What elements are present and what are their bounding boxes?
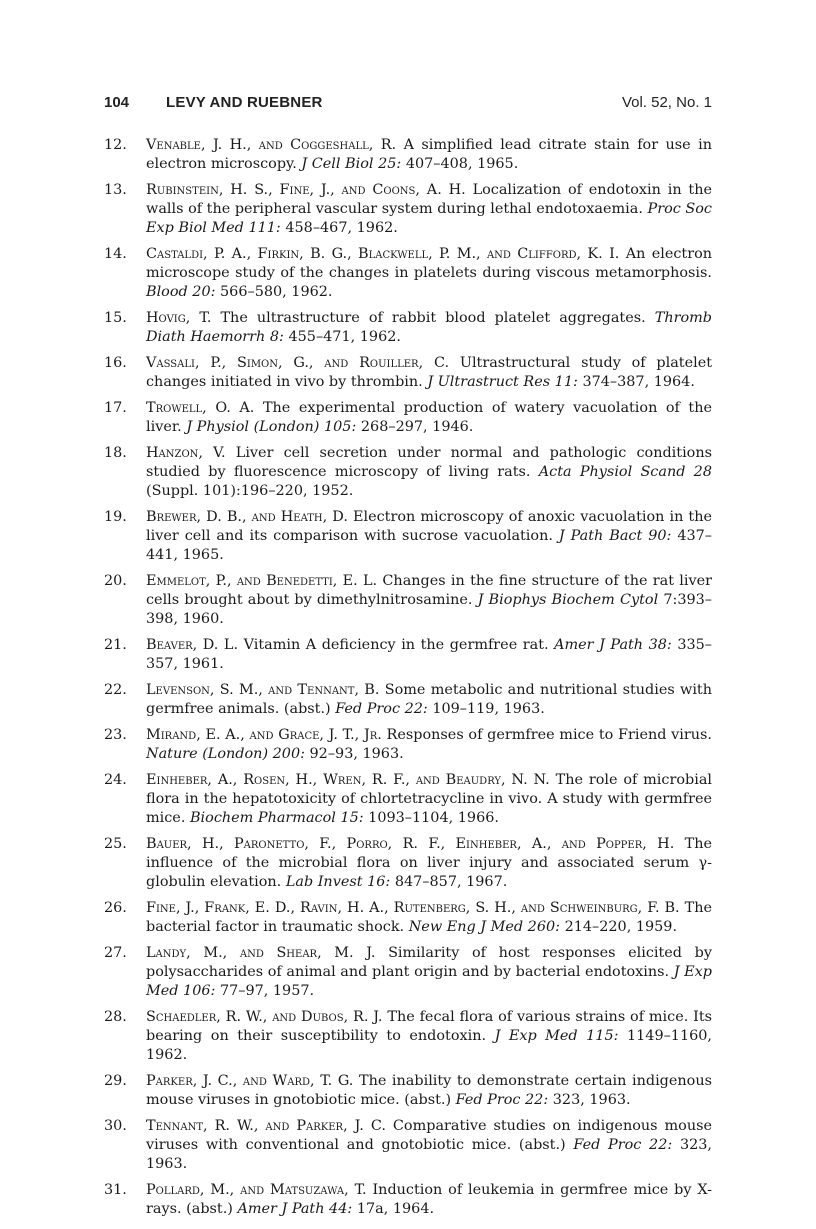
reference-item [104, 309, 712, 347]
reference-item [104, 944, 712, 1001]
reference-number: 17. [104, 400, 127, 416]
reference-number: 15. [104, 310, 127, 326]
reference-journal: Lab Invest 16: [285, 874, 391, 890]
reference-journal: Amer J Path 44: [237, 1201, 353, 1217]
reference-pages: (Suppl. 101):196–220, 1952. [146, 483, 354, 499]
reference-authors: Castaldi, P. A., Firkin, B. G., Blackwell, P. M., and Clifford, K. I. [146, 246, 620, 262]
reference-journal: J Ultrastruct Res 11: [427, 374, 578, 390]
reference-journal: J Exp Med 106: [146, 964, 713, 999]
reference-title: Changes in the fine structure of the rat liver cells brought about by dimethylnitrosamine. [146, 573, 713, 608]
reference-authors: Rubinstein, H. S., Fine, J., and Coons, A. H. [146, 182, 466, 198]
reference-title: The experimental production of watery vacuolation of the liver. [146, 400, 713, 435]
reference-number: 23. [104, 727, 127, 743]
reference-pages: 7:393–398, 1960. [146, 592, 712, 627]
reference-title: The bacterial factor in traumatic shock. [146, 900, 713, 935]
reference-pages: 1149–1160, 1962. [146, 1028, 713, 1063]
reference-number: 14. [104, 246, 127, 262]
reference-title: Vitamin A deficiency in the germfree rat. [243, 637, 549, 653]
reference-authors: Vassali, P., Simon, G., and Rouiller, C. [146, 355, 450, 371]
reference-pages: 374–387, 1964. [582, 374, 695, 390]
reference-authors: Parker, J. C., and Ward, T. G. [146, 1073, 354, 1089]
reference-pages: 458–467, 1962. [285, 220, 398, 236]
reference-journal: J Biophys Biochem Cytol [477, 592, 659, 608]
reference-title: Ultrastructural study of platelet changes initiated in vivo by thrombin. [146, 355, 713, 390]
reference-item [104, 681, 712, 719]
reference-item [104, 835, 712, 892]
reference-number: 26. [104, 900, 127, 916]
reference-journal: Blood 20: [146, 284, 216, 300]
reference-item [104, 444, 712, 501]
reference-authors: Trowell, O. A. [146, 400, 255, 416]
reference-pages: 566–580, 1962. [220, 284, 333, 300]
reference-item [104, 636, 712, 674]
reference-item [104, 181, 712, 238]
reference-number: 29. [104, 1073, 127, 1089]
reference-pages: 455–471, 1962. [288, 329, 401, 345]
reference-authors: Venable, J. H., and Coggeshall, R. [146, 137, 397, 153]
reference-pages: 17a, 1964. [356, 1201, 435, 1217]
reference-journal: J Path Bact 90: [558, 528, 672, 544]
reference-authors: Pollard, M., and Matsuzawa, T. [146, 1182, 367, 1198]
reference-item [104, 1117, 712, 1174]
reference-number: 27. [104, 945, 127, 961]
reference-title: Some metabolic and nutritional studies with germfree animals. (abst.) [146, 682, 712, 717]
reference-title: The ultrastructure of rabbit blood platelet aggregates. [220, 310, 646, 326]
reference-number: 12. [104, 137, 127, 153]
reference-number: 30. [104, 1118, 127, 1134]
reference-number: 21. [104, 637, 127, 653]
reference-number: 19. [104, 509, 127, 525]
reference-item [104, 1181, 712, 1219]
reference-title: The role of microbial flora in the hepatotoxicity of chlortetracycline in vivo. A study with germfree mice. [146, 772, 713, 826]
reference-item [104, 245, 712, 302]
volume-issue: Vol. 52, No. 1 [621, 94, 712, 111]
reference-item [104, 399, 712, 437]
reference-pages: 214–220, 1959. [564, 919, 678, 935]
reference-pages: 77–97, 1957. [219, 983, 315, 999]
reference-pages: 335–357, 1961. [146, 637, 712, 672]
reference-journal: J Exp Med 115: [494, 1028, 619, 1044]
reference-item [104, 1072, 712, 1110]
reference-authors: Emmelot, P., and Benedetti, E. L. [146, 573, 378, 589]
reference-number: 16. [104, 355, 127, 371]
reference-title: Comparative studies on indigenous mouse viruses with conventional and gnotobiotic mice. (abst.) [146, 1118, 712, 1153]
reference-title: A simplified lead citrate stain for use in electron microscopy. [146, 137, 712, 172]
reference-pages: 407–408, 1965. [405, 156, 519, 172]
reference-journal: New Eng J Med 260: [408, 919, 560, 935]
reference-journal: Thromb Diath Haemorrh 8: [146, 310, 713, 345]
reference-number: 22. [104, 682, 127, 698]
reference-journal: Proc Soc Exp Biol Med 111: [146, 201, 712, 236]
reference-journal: Acta Physiol Scand 28 [538, 464, 712, 480]
reference-authors: Landy, M., and Shear, M. J. [146, 945, 376, 961]
reference-journal: Biochem Pharmacol 15: [189, 810, 364, 826]
reference-item [104, 771, 712, 828]
reference-pages: 109–119, 1963. [432, 701, 545, 717]
reference-pages: 847–857, 1967. [394, 874, 508, 890]
reference-title: Electron microscopy of anoxic vacuolation in the liver cell and its comparison with sucrose vacuolation. [146, 509, 712, 544]
reference-authors: Schaedler, R. W., and Dubos, R. J. [146, 1009, 383, 1025]
reference-journal: Amer J Path 38: [554, 637, 672, 653]
reference-number: 25. [104, 836, 127, 852]
reference-authors: Levenson, S. M., and Tennant, B. [146, 682, 380, 698]
reference-journal: Fed Proc 22: [335, 701, 428, 717]
reference-item [104, 508, 712, 565]
reference-authors: Beaver, D. L. [146, 637, 239, 653]
reference-item [104, 354, 712, 392]
reference-title: Induction of leukemia in germfree mice by X-rays. (abst.) [146, 1182, 712, 1217]
reference-title: Responses of germfree mice to Friend virus. [386, 727, 712, 743]
reference-item [104, 899, 712, 937]
reference-number: 20. [104, 573, 127, 589]
running-header [104, 94, 712, 116]
reference-authors: Brewer, D. B., and Heath, D. [146, 509, 348, 525]
reference-pages: 323, 1963. [552, 1092, 631, 1108]
reference-journal: Fed Proc 22: [573, 1137, 673, 1153]
reference-item [104, 572, 712, 629]
reference-title: The fecal flora of various strains of mice. Its bearing on their susceptibility to endotoxin. [146, 1009, 713, 1044]
reference-title: Similarity of host responses elicited by polysaccharides of animal and plant origin and by bacterial endotoxins. [146, 945, 712, 980]
reference-pages: 268–297, 1946. [360, 419, 474, 435]
page-number: 104 [104, 94, 130, 111]
reference-list [104, 136, 712, 1226]
reference-title: Liver cell secretion under normal and pathologic conditions studied by fluorescence microscopy of living rats. [146, 445, 712, 480]
reference-item [104, 1008, 712, 1065]
reference-title: The inability to demonstrate certain indigenous mouse viruses in gnotobiotic mice. (abst.) [146, 1073, 712, 1108]
reference-pages: 437–441, 1965. [146, 528, 712, 563]
reference-number: 24. [104, 772, 127, 788]
reference-journal: J Physiol (London) 105: [186, 419, 357, 435]
reference-authors: Einheber, A., Rosen, H., Wren, R. F., and Beaudry, N. N. [146, 772, 550, 788]
reference-authors: Bauer, H., Paronetto, F., Porro, R. F., Einheber, A., and Popper, H. [146, 836, 675, 852]
reference-authors: Hovig, T. [146, 310, 212, 326]
reference-pages: 323, 1963. [146, 1137, 712, 1172]
reference-number: 28. [104, 1009, 127, 1025]
reference-item [104, 726, 712, 764]
reference-journal: Fed Proc 22: [455, 1092, 549, 1108]
reference-title: An electron microscope study of the changes in platelets during viscous metamorphosis. [146, 246, 713, 281]
reference-number: 13. [104, 182, 127, 198]
reference-authors: Tennant, R. W., and Parker, J. C. [146, 1118, 386, 1134]
reference-authors: Mirand, E. A., and Grace, J. T., Jr. [146, 727, 382, 743]
reference-pages: 92–93, 1963. [309, 746, 404, 762]
reference-item [104, 136, 712, 174]
reference-authors: Fine, J., Frank, E. D., Ravin, H. A., Rutenberg, S. H., and Schweinburg, F. B. [146, 900, 680, 916]
reference-journal: Nature (London) 200: [146, 746, 305, 762]
reference-title: The influence of the microbial flora on liver injury and associated serum γ-globulin elevation. [146, 836, 712, 890]
reference-number: 31. [104, 1182, 127, 1198]
reference-journal: J Cell Biol 25: [301, 156, 402, 172]
running-head-authors: LEVY AND RUEBNER [166, 94, 323, 111]
reference-pages: 1093–1104, 1966. [368, 810, 499, 826]
reference-title: Localization of endotoxin in the walls of the peripheral vascular system during lethal endotoxaemia. [146, 182, 712, 217]
reference-number: 18. [104, 445, 127, 461]
reference-authors: Hanzon, V. [146, 445, 226, 461]
